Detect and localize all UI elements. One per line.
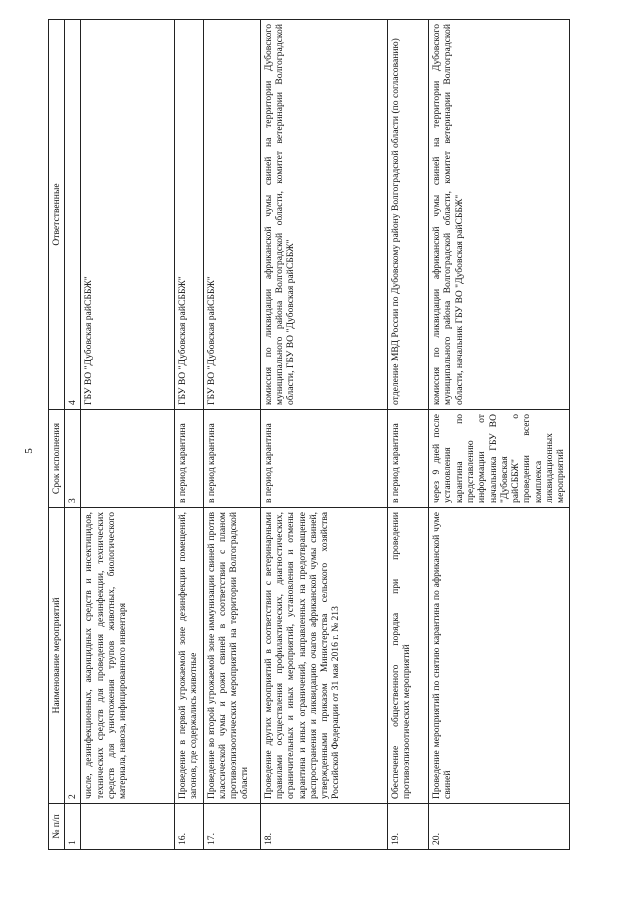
table-row	[260, 20, 387, 850]
row-responsible: ГБУ ВО "Дубовская райСББЖ"	[174, 20, 203, 410]
row-responsible: ГБУ ВО "Дубовская райСББЖ"	[81, 20, 174, 410]
table-row	[174, 20, 203, 850]
column-index-row	[65, 20, 81, 850]
row-name: Проведение в первой угрожаемой зоне дезинфекции помещений, загонов, где содержались животные	[174, 508, 203, 804]
row-num: 16.	[174, 804, 203, 850]
table-row	[81, 20, 174, 850]
row-term: в период карантина	[174, 410, 203, 508]
row-name: Проведение мероприятий по снятию карантина по африканской чуме свиней	[429, 508, 570, 804]
header-name: Наименование мероприятий	[49, 508, 65, 804]
rotated-page	[48, 20, 570, 850]
row-term	[81, 410, 174, 508]
row-name: числе, дезинфекционных, акарицидных средств и инсектицидов, технических средств для проведения дезинфекции, технических средств для уничтожения трупов животных, биологического материала, навоза, инфицированного инвентаря	[81, 508, 174, 804]
measures-table	[48, 19, 570, 850]
page-number: 5	[22, 448, 35, 454]
measures-sheet	[48, 20, 570, 850]
index-cell: 2	[65, 508, 81, 804]
row-name: Проведение других мероприятий в соответствии с ветеринарными правилами осуществления профилактических, диагностических, ограничительных и иных мероприятий, установления и отмены карантина и иных ограничений, направленных на предотвращение распространения и ликвидацию очагов африканской чумы свиней, утвержденными приказом Министерства сельского хозяйства Российской Федерации от 31 мая 2016 г. № 213	[260, 508, 387, 804]
row-term: в период карантина	[387, 410, 428, 508]
table-row	[203, 20, 260, 850]
header-responsible: Ответственные	[49, 20, 65, 410]
row-term: в период карантина	[203, 410, 260, 508]
index-cell: 4	[65, 20, 81, 410]
row-responsible: комиссия по ликвидации африканской чумы свиней на территории Дубовского муниципального района Волгоградской области, комитет ветеринарии Волгоградской области, начальник ГБУ ВО "Дубовская райСББЖ"	[429, 20, 570, 410]
row-term: в период карантина	[260, 410, 387, 508]
table-row	[387, 20, 428, 850]
table-header-row	[49, 20, 65, 850]
row-num: 18.	[260, 804, 387, 850]
table-row	[429, 20, 570, 850]
row-name: Проведение во второй угрожаемой зоне иммунизации свиней против классической чумы и рожи свиней в соответствии с планом противоэпизоотических мероприятий на территории Волгоградской области	[203, 508, 260, 804]
row-responsible: ГБУ ВО "Дубовская райСББЖ"	[203, 20, 260, 410]
row-num	[81, 804, 174, 850]
index-cell: 1	[65, 804, 81, 850]
header-term: Срок исполнения	[49, 410, 65, 508]
row-term: через 9 дней после установления карантина по представлению информации от начальника ГБУ ВО "Дубовская райСББЖ" о проведении всего комплекса ликвидационных мероприятий	[429, 410, 570, 508]
row-num: 19.	[387, 804, 428, 850]
row-num: 17.	[203, 804, 260, 850]
header-num: № п/п	[49, 804, 65, 850]
row-responsible: отделение МВД России по Дубовскому району Волгоградской области (по согласованию)	[387, 20, 428, 410]
row-name: Обеспечение общественного порядка при проведении противоэпизоотических мероприятий	[387, 508, 428, 804]
row-num: 20.	[429, 804, 570, 850]
row-responsible: комиссия по ликвидации африканской чумы свиней на территории Дубовского муниципального района Волгоградской области, комитет ветеринарии Волгоградской области, ГБУ ВО "Дубовская райСББЖ"	[260, 20, 387, 410]
index-cell: 3	[65, 410, 81, 508]
